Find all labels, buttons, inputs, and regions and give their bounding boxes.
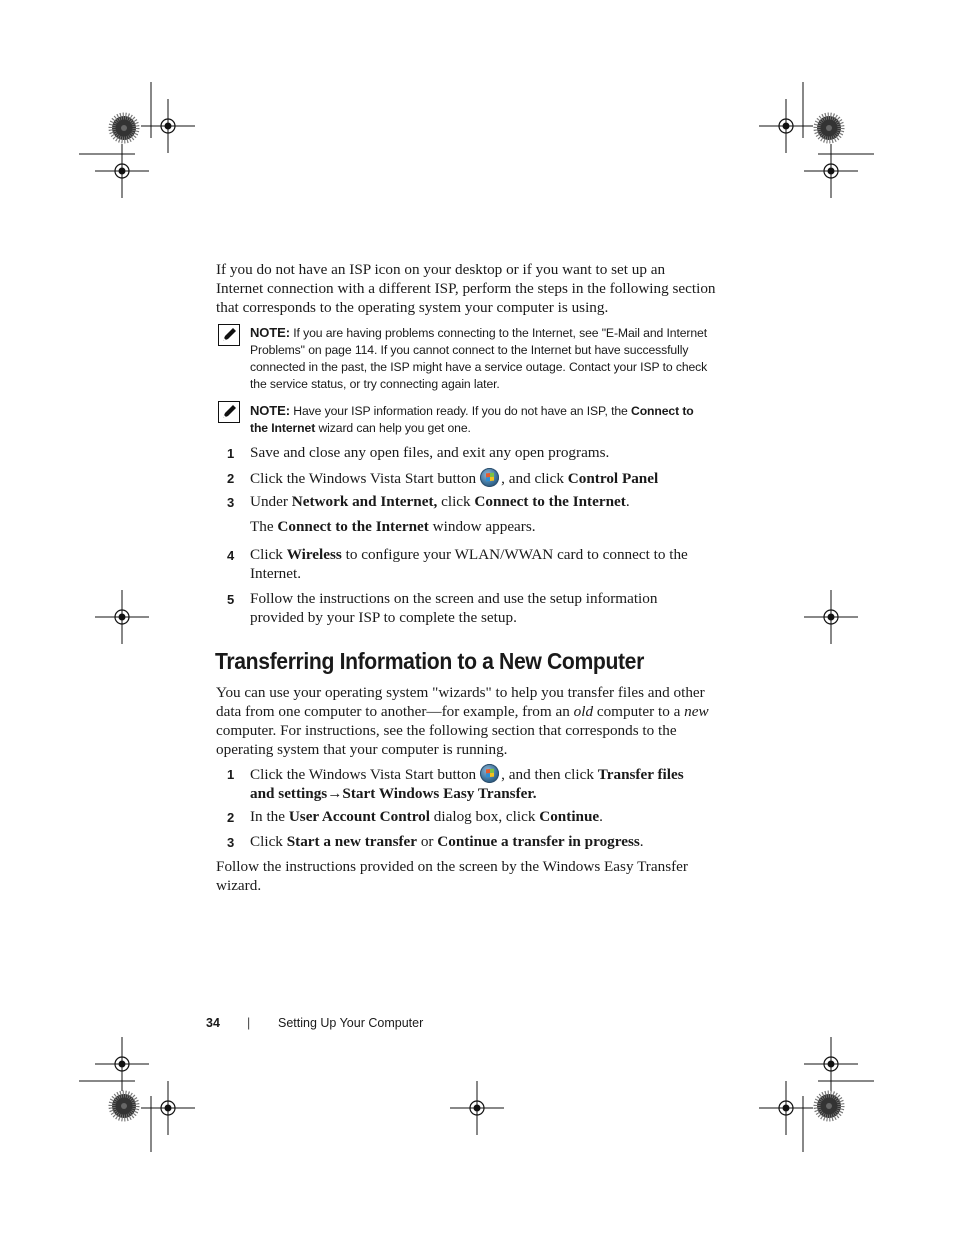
note-label: NOTE: [250, 325, 290, 340]
transfer-step-3-text: Click Start a new transfer or Continue a transfer in progress. [250, 833, 644, 850]
note-label: NOTE: [250, 403, 290, 418]
transfer-paragraph: You can use your operating system "wizards" to help you transfer files and other data from one computer to another—for example, from an old computer to a new computer. For instructions, see the following section that corresponds to the operating system that your computer is running. [216, 684, 709, 758]
closing-paragraph: Follow the instructions provided on the screen by the Windows Easy Transfer wizard. [216, 858, 688, 894]
transfer-step-1-text: Click the Windows Vista Start button , and then click Transfer files and settings→Start Windows Easy Transfer. [250, 766, 684, 802]
step-4-text: Click Wireless to configure your WLAN/WWAN card to connect to the Internet. [250, 546, 688, 582]
step-number: 3 [227, 495, 235, 510]
crosshair-mark [95, 144, 149, 198]
step-5-text: Follow the instructions on the screen and use the setup information provided by your ISP to complete the setup. [250, 590, 658, 626]
step-number: 1 [227, 446, 235, 461]
note-2: NOTE: Have your ISP information ready. If you do not have an ISP, the Connect to the Internet wizard can help you get one. [250, 403, 694, 435]
note-pencil-icon [218, 324, 240, 346]
footer-section-title: Setting Up Your Computer [278, 1016, 424, 1030]
step-3-text: Under Network and Internet, click Connect to the Internet. [250, 493, 630, 510]
step-number: 4 [227, 548, 235, 563]
wheel-mark [112, 116, 136, 140]
page-number: 34 [206, 1016, 220, 1030]
note-pencil-icon [218, 401, 240, 423]
windows-start-icon [480, 468, 499, 487]
step-1-text: Save and close any open files, and exit any open programs. [250, 444, 610, 461]
section-heading: Transferring Information to a New Computer [215, 648, 644, 674]
step-3-subtext: The Connect to the Internet window appears. [250, 518, 536, 535]
step-number: 2 [227, 471, 235, 486]
step-2-text: Click the Windows Vista Start button , and click Control Panel [250, 470, 659, 487]
transfer-step-2-text: In the User Account Control dialog box, click Continue. [250, 808, 603, 825]
crosshair-mark [141, 99, 195, 153]
step-number: 5 [227, 592, 235, 607]
step-number: 3 [227, 835, 235, 850]
note-text: If you are having problems connecting to the Internet, see "E-Mail and Internet Problems" on page 114. If you cannot connect to the Internet but have successfully connected in the past, the ISP might have a service outage. Contact your ISP to check the service status, or try connecting again later. [250, 326, 708, 391]
step-number: 2 [227, 810, 235, 825]
intro-paragraph: If you do not have an ISP icon on your desktop or if you want to set up an Internet connection with a different ISP, perform the steps in the following section that corresponds to the operating system your computer is using. [216, 261, 716, 316]
step-number: 1 [227, 767, 235, 782]
windows-start-icon [480, 764, 499, 783]
note-1 [250, 324, 710, 393]
footer-separator: | [247, 1016, 251, 1030]
